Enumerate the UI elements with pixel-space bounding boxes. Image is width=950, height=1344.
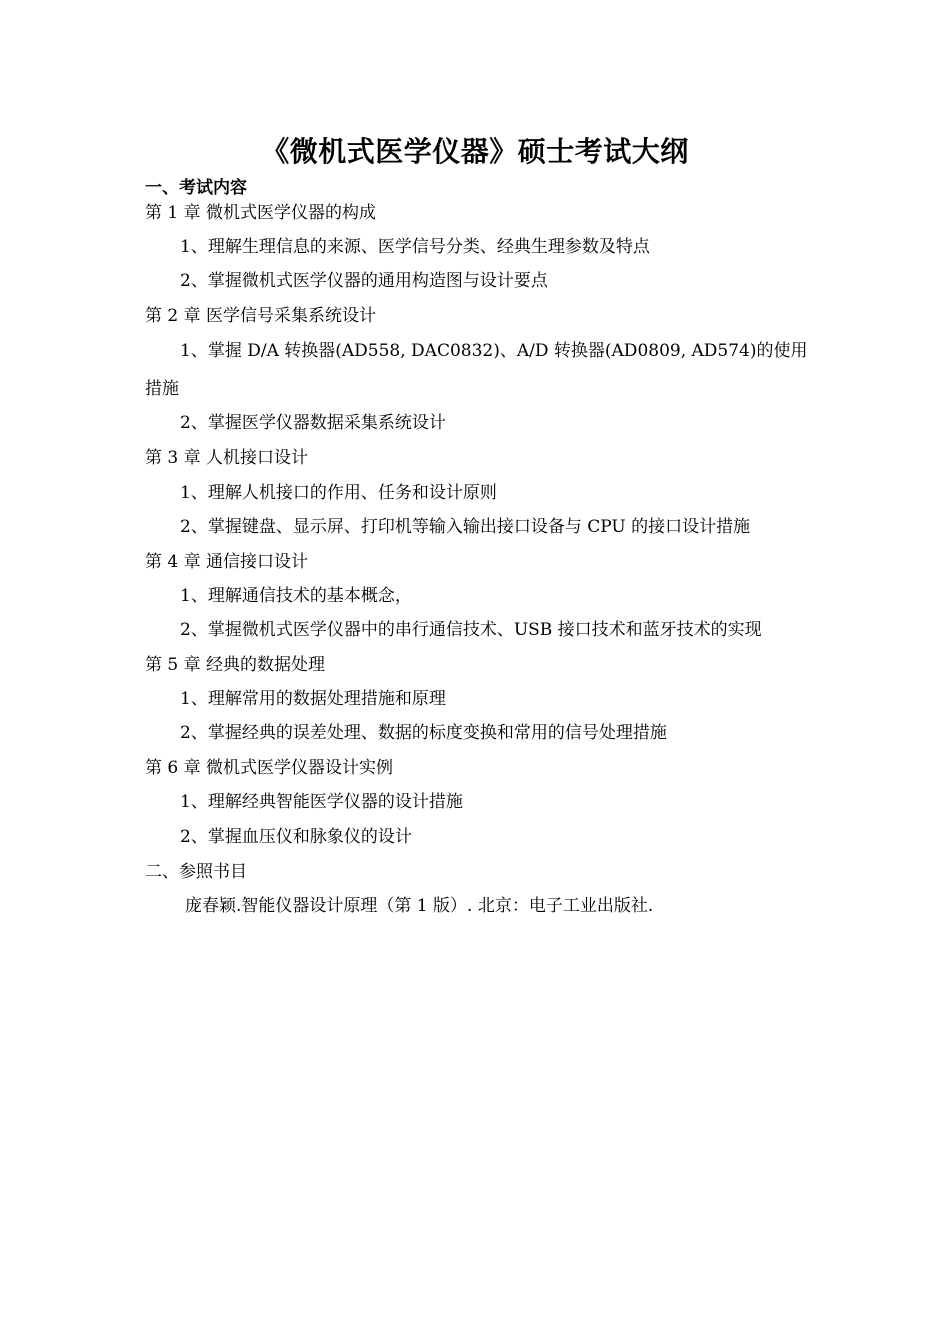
chapter-2-item-1-continuation: 措施 — [145, 379, 179, 399]
chapter-5-item-2: 2、掌握经典的误差处理、数据的标度变换和常用的信号处理措施 — [180, 723, 667, 743]
chapter-1-item-2: 2、掌握微机式医学仪器的通用构造图与设计要点 — [180, 271, 548, 291]
chapter-5-item-1: 1、理解常用的数据处理措施和原理 — [180, 689, 446, 709]
chapter-title-3: 第 3 章 人机接口设计 — [145, 448, 309, 468]
reference-item: 庞春颖.智能仪器设计原理（第 1 版）. 北京：电子工业出版社. — [185, 896, 654, 916]
chapter-title-4: 第 4 章 通信接口设计 — [145, 552, 309, 572]
chapter-3-item-1: 1、理解人机接口的作用、任务和设计原则 — [180, 483, 497, 503]
chapter-4-item-1: 1、理解通信技术的基本概念， — [180, 586, 412, 606]
chapter-title-1: 第 1 章 微机式医学仪器的构成 — [145, 203, 377, 223]
chapter-title-2: 第 2 章 医学信号采集系统设计 — [145, 306, 377, 326]
chapter-4-item-2: 2、掌握微机式医学仪器中的串行通信技术、USB 接口技术和蓝牙技术的实现 — [180, 620, 762, 640]
chapter-title-5: 第 5 章 经典的数据处理 — [145, 655, 326, 675]
chapter-title-6: 第 6 章 微机式医学仪器设计实例 — [145, 758, 394, 778]
section-heading-references: 二、参照书目 — [145, 862, 247, 882]
section-heading-exam-content: 一、考试内容 — [145, 178, 247, 198]
chapter-6-item-2: 2、掌握血压仪和脉象仪的设计 — [180, 827, 412, 847]
chapter-1-item-1: 1、理解生理信息的来源、医学信号分类、经典生理参数及特点 — [180, 237, 650, 257]
chapter-3-item-2: 2、掌握键盘、显示屏、打印机等输入输出接口设备与 CPU 的接口设计措施 — [180, 517, 751, 537]
chapter-2-item-2: 2、掌握医学仪器数据采集系统设计 — [180, 413, 446, 433]
chapter-6-item-1: 1、理解经典智能医学仪器的设计措施 — [180, 792, 463, 812]
chapter-2-item-1: 1、掌握 D/A 转换器(AD558, DAC0832)、A/D 转换器(AD0809, AD574)的使用 — [180, 341, 808, 361]
document-title: 《微机式医学仪器》硕士考试大纲 — [261, 135, 689, 168]
